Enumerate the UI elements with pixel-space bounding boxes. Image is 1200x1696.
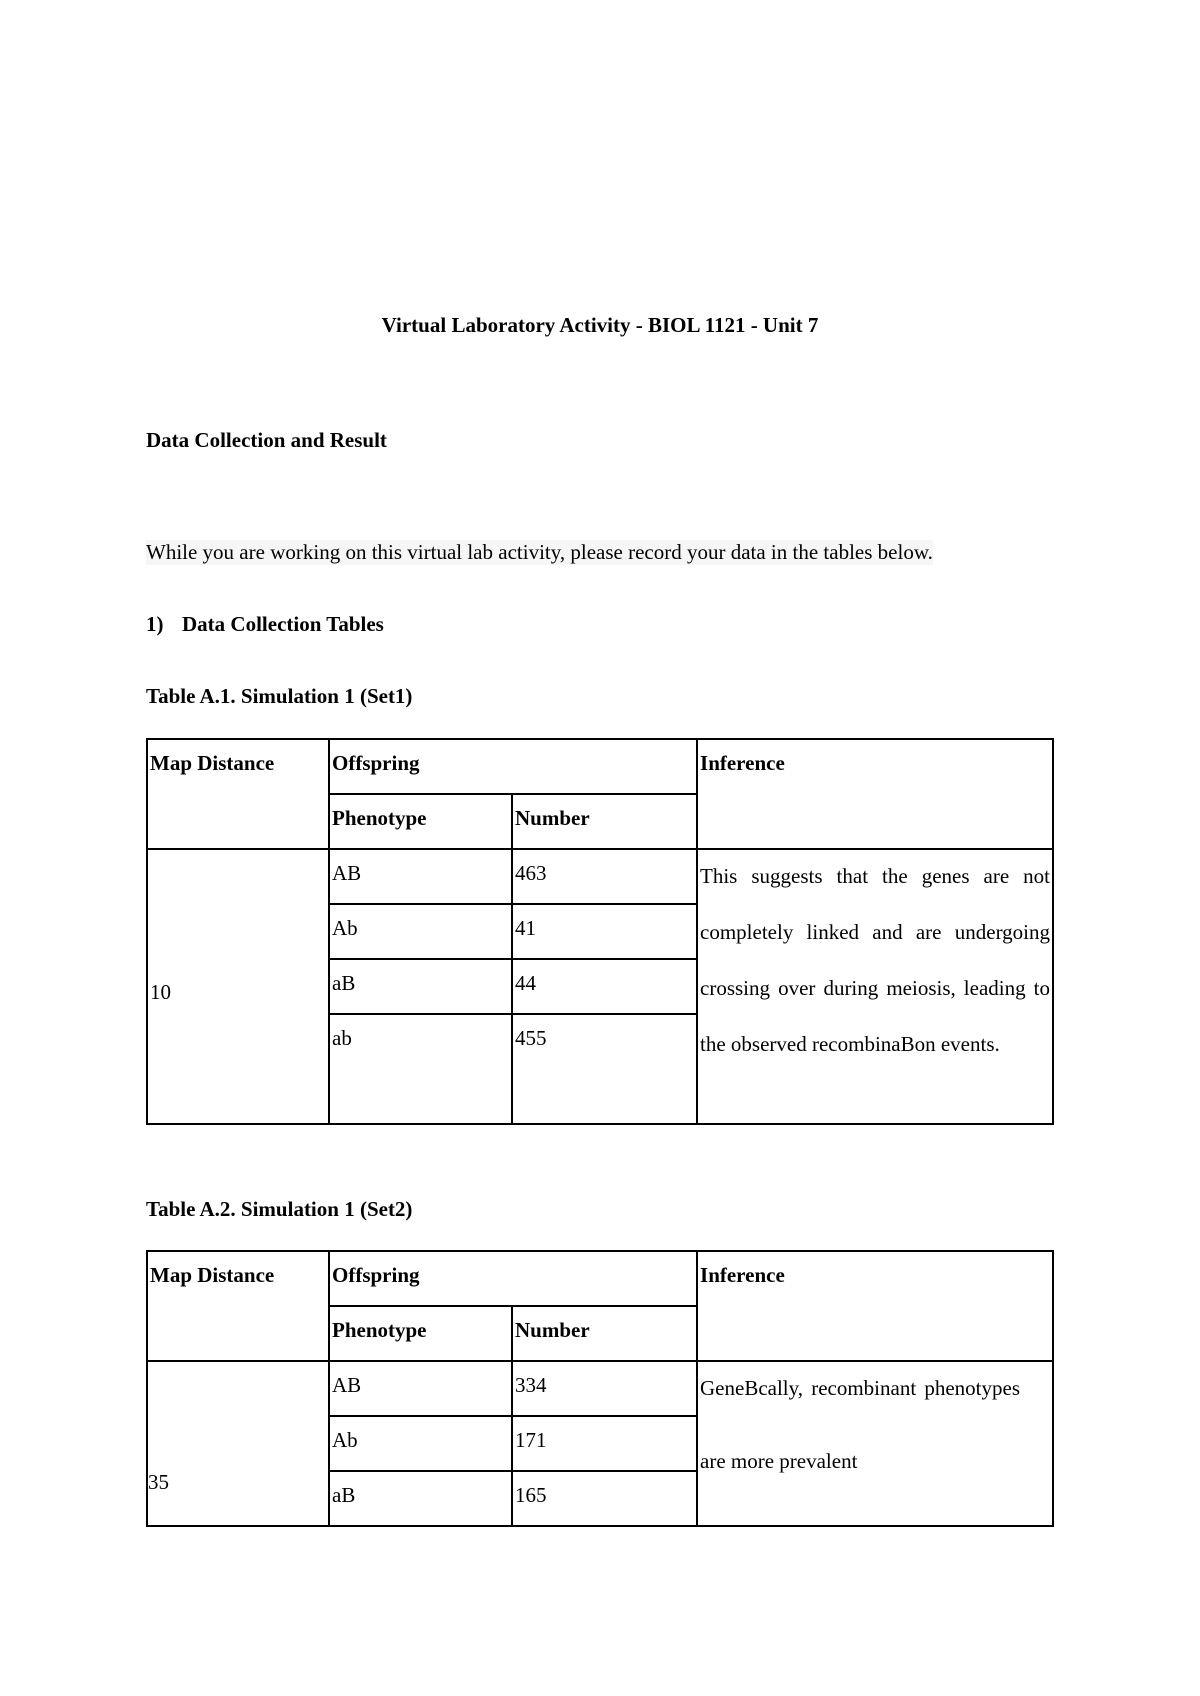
table-cell-phenotype: Ab	[329, 904, 512, 959]
table-cell-phenotype: Ab	[329, 1416, 512, 1471]
inference-cell: GeneBcally, recombinant phenotypes are more prevalent	[697, 1361, 1053, 1526]
header-phenotype: Phenotype	[329, 1306, 512, 1361]
table-cell-number: 44	[512, 959, 697, 1014]
header-number: Number	[512, 1306, 697, 1361]
inference-cell: This suggests that the genes are not completely linked and are undergoing crossing over during meiosis, leading to the observed recombinaBon events.	[697, 849, 1053, 1124]
list-label: Data Collection Tables	[182, 612, 384, 636]
table-cell-number: 165	[512, 1471, 697, 1526]
table-cell-phenotype: ab	[329, 1014, 512, 1124]
header-offspring: Offspring	[329, 739, 697, 794]
header-map-distance: Map Distance	[147, 739, 329, 849]
table-cell-phenotype: AB	[329, 1361, 512, 1416]
header-offspring: Offspring	[329, 1251, 697, 1306]
header-inference: Inference	[697, 1251, 1053, 1361]
table-a2	[146, 1250, 1054, 1527]
intro-paragraph: While you are working on this virtual lab activity, please record your data in the tables below.	[146, 540, 933, 564]
table-cell-number: 455	[512, 1014, 697, 1124]
document-title: Virtual Laboratory Activity - BIOL 1121 - Unit 7	[381, 313, 819, 337]
table1-caption: Table A.1. Simulation 1 (Set1)	[146, 684, 413, 708]
map-distance-cell: 35	[147, 1361, 329, 1526]
table-cell-number: 334	[512, 1361, 697, 1416]
header-inference: Inference	[697, 739, 1053, 849]
table-cell-phenotype: AB	[329, 849, 512, 904]
header-phenotype: Phenotype	[329, 794, 512, 849]
list-heading	[146, 612, 384, 637]
header-number: Number	[512, 794, 697, 849]
map-distance-cell: 10	[147, 849, 329, 1124]
list-number: 1)	[146, 612, 164, 636]
table-cell-number: 41	[512, 904, 697, 959]
table-cell-phenotype: aB	[329, 1471, 512, 1526]
table-a1	[146, 738, 1054, 1125]
header-map-distance: Map Distance	[147, 1251, 329, 1361]
table2-caption: Table A.2. Simulation 1 (Set2)	[146, 1197, 413, 1221]
table-cell-number: 463	[512, 849, 697, 904]
table-cell-number: 171	[512, 1416, 697, 1471]
section-heading: Data Collection and Result	[146, 428, 387, 452]
table-cell-phenotype: aB	[329, 959, 512, 1014]
